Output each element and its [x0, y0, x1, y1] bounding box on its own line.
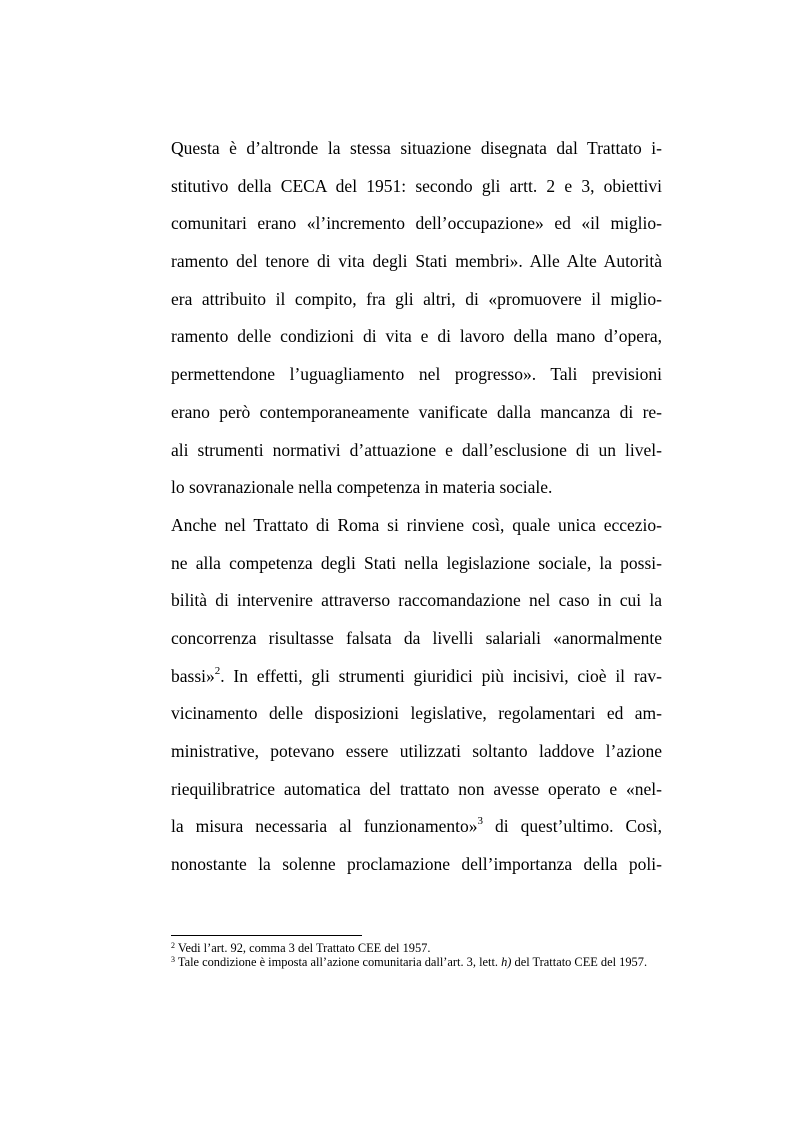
footnote-number: 3 — [171, 955, 175, 964]
text-line: ministrative, potevano essere utilizzati soltanto laddove l’azione — [171, 741, 662, 761]
footnote-text: Tale condizione è imposta all’azione comunitaria dall’art. 3, lett. — [175, 955, 502, 969]
text-line — [171, 658, 662, 696]
footnote-number: 2 — [171, 941, 175, 950]
text-line: nonostante la solenne proclamazione dell’importanza della poli- — [171, 854, 662, 875]
text-segment: bassi» — [171, 665, 215, 686]
text-line: lo sovranazionale nella competenza in materia sociale. — [171, 477, 553, 498]
text-line — [171, 808, 662, 846]
text-segment: la misura necessaria al funzionamento» — [171, 816, 478, 837]
footnote-ref-2[interactable]: 2 — [214, 664, 221, 677]
text-segment: . In effetti, gli strumenti giuridici più incisivi, cioè il rav- — [220, 665, 662, 686]
footnotes — [171, 941, 662, 969]
text-line: ali strumenti normativi d’attuazione e dall’esclusione di un livel- — [171, 439, 662, 460]
text-segment: di quest’ultimo. Così, — [483, 816, 662, 837]
text-line: erano però contemporaneamente vanificate dalla mancanza di re- — [171, 401, 662, 422]
footnote-separator — [171, 935, 362, 936]
footnote-ref-3[interactable]: 3 — [477, 815, 484, 828]
text-line: Anche nel Trattato di Roma si rinviene così, quale unica eccezio- — [171, 514, 662, 535]
text-line: ne alla competenza degli Stati nella legislazione sociale, la possi- — [171, 552, 662, 573]
text-line: riequilibratrice automatica del trattato non avesse operato e «nel- — [171, 778, 662, 799]
footnote-text: del Trattato CEE del 1957. — [511, 955, 648, 969]
text-line: ramento del tenore di vita degli Stati membri». Alle Alte Autorità — [171, 251, 662, 272]
footnote-italic: h) — [501, 955, 512, 969]
text-line: vicinamento delle disposizioni legislative, regolamentari ed am- — [171, 703, 662, 724]
text-line: comunitari erano «l’incremento dell’occupazione» ed «il miglio- — [171, 213, 662, 234]
text-line: permettendone l’uguagliamento nel progresso». Tali previsioni — [171, 364, 662, 385]
body-text — [171, 130, 662, 884]
text-line: Questa è d’altronde la stessa situazione disegnata dal Trattato i- — [171, 138, 662, 158]
footnote-2 — [171, 941, 662, 955]
text-line: ramento delle condizioni di vita e di lavoro della mano d’opera, — [171, 326, 662, 347]
footnote-3 — [171, 955, 662, 969]
text-line: era attribuito il compito, fra gli altri, di «promuovere il miglio- — [171, 288, 662, 309]
text-line: concorrenza risultasse falsata da livelli salariali «anormalmente — [171, 627, 662, 648]
text-line: stitutivo della CECA del 1951: secondo gli artt. 2 e 3, obiettivi — [171, 175, 662, 196]
footnote-text: Vedi l’art. 92, comma 3 del Trattato CEE del 1957. — [175, 941, 431, 955]
text-line: bilità di intervenire attraverso raccomandazione nel caso in cui la — [171, 590, 662, 611]
